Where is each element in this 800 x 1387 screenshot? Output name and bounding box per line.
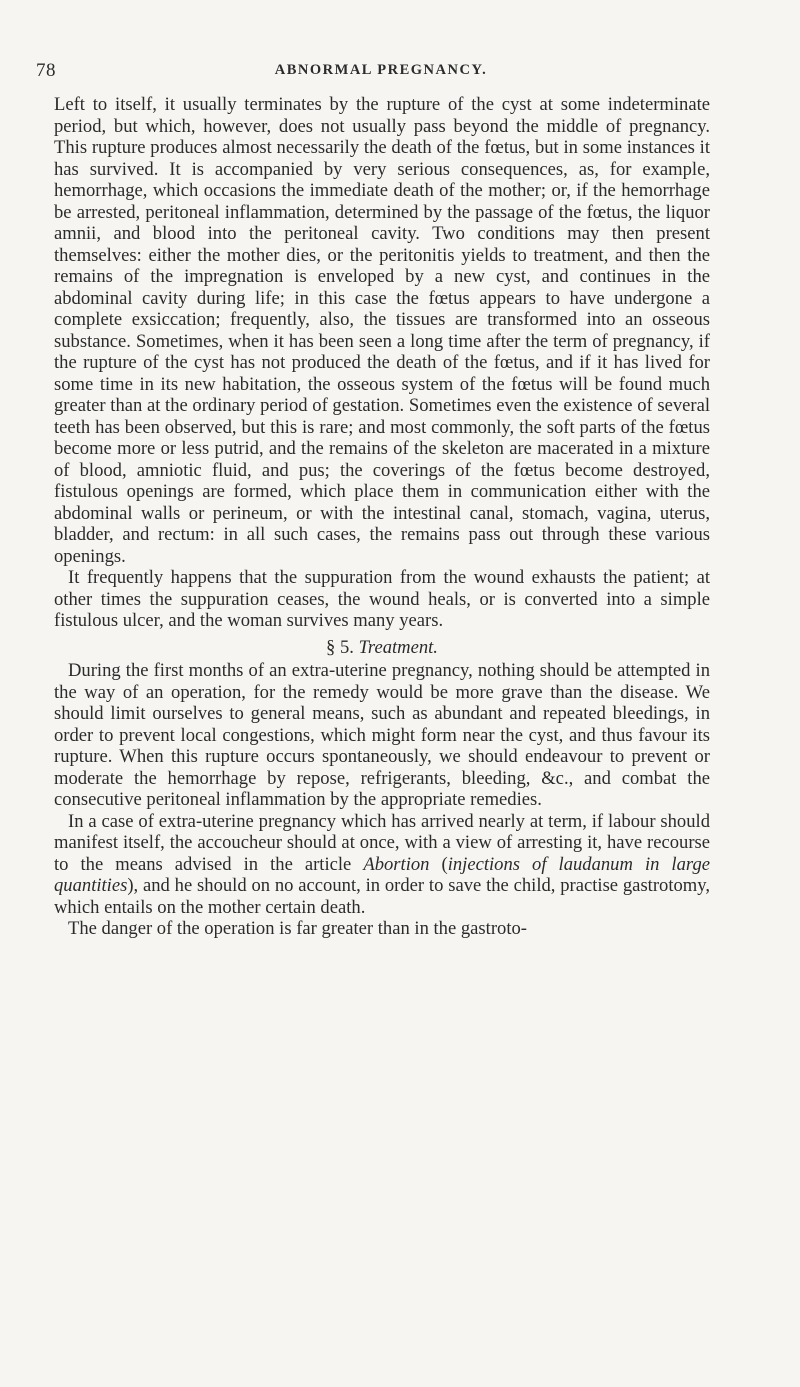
paragraph-near-term xyxy=(54,811,710,919)
body-text xyxy=(54,94,710,940)
p4-mid: ( xyxy=(429,853,448,875)
paragraph-danger: The danger of the operation is far greater than in the gastroto- xyxy=(68,918,527,939)
paragraph-rupture: Left to itself, it usually terminates by the rupture of the cyst at some indeterminate period, but which, however, does not usually pass beyond the middle of pregnancy. This rupture produces almost necessarily the death of the fœtus, but in some instances it has survived. It is accompanied by very serious consequences, as, for example, hemorrhage, which occasions the immediate death of the mother; or, if the hemorrhage be arrested, peritoneal inflammation, determined by the passage of the fœtus, the liquor amnii, and blood into the peritoneal cavity. Two conditions may then present themselves: either the mother dies, or the peritonitis yields to treatment, and then the remains of the impregnation is enveloped by a new cyst, and continues in the abdominal cavity during life; in this case the fœtus appears to have undergone a complete exsiccation; frequently, also, the tissues are transformed into an osseous substance. Sometimes, when it has been seen a long time after the term of pregnancy, if the rupture of the cyst has not produced the death of the fœtus, and if it has lived for some time in its new habitation, the osseous system of the fœtus will be found much greater than at the ordinary period of gestation. Sometimes even the existence of several teeth has been observed, but this is rare; and most commonly, the soft parts of the fœtus become more or less putrid, and the remains of the skeleton are macerated in a mixture of blood, amniotic fluid, and pus; the coverings of the fœtus become destroyed, fistulous openings are formed, which place them in communication either with the abdominal walls or perineum, or with the intestinal canal, stomach, vagina, uterus, bladder, and rectum: in all such cases, the remains pass out through these various openings. xyxy=(54,94,710,567)
section-title: Treatment. xyxy=(358,636,438,658)
section-heading xyxy=(54,637,710,659)
section-number: § 5. xyxy=(326,636,354,658)
page-number: 78 xyxy=(36,60,56,81)
p4-italic-injections: injections of laudanum in large quantities xyxy=(54,853,710,896)
p4-before: In a case of extra-uterine pregnancy which has arrived nearly at term, if labour should manifest itself, the accoucheur should at once, with a view of arresting it, have recourse to the means advised in the article xyxy=(54,810,710,875)
p4-after: ), and he should on no account, in order to save the child, practise gastrotomy, which entails on the mother certain death. xyxy=(54,875,710,918)
paragraph-suppuration: It frequently happens that the suppuration from the wound exhausts the patient; at other times the suppuration ceases, the wound heals, or is converted into a simple fistulous ulcer, and the woman survives many years. xyxy=(54,567,710,631)
page-header xyxy=(36,60,726,84)
p4-italic-abortion: Abortion xyxy=(363,853,430,875)
paragraph-first-months: During the first months of an extra-uterine pregnancy, nothing should be attempted in the way of an operation, for the remedy would be more grave than the disease. We should limit ourselves to general means, such as abundant and repeated bleedings, in order to prevent local congestions, which might form near the cyst, and thus favour its rupture. When this rupture occurs spontaneously, we should endeavour to prevent or moderate the hemorrhage by repose, refrigerants, bleeding, &c., and combat the consecutive peritoneal inflammation by the appropriate remedies. xyxy=(54,660,710,810)
running-head: ABNORMAL PREGNANCY. xyxy=(274,62,488,78)
